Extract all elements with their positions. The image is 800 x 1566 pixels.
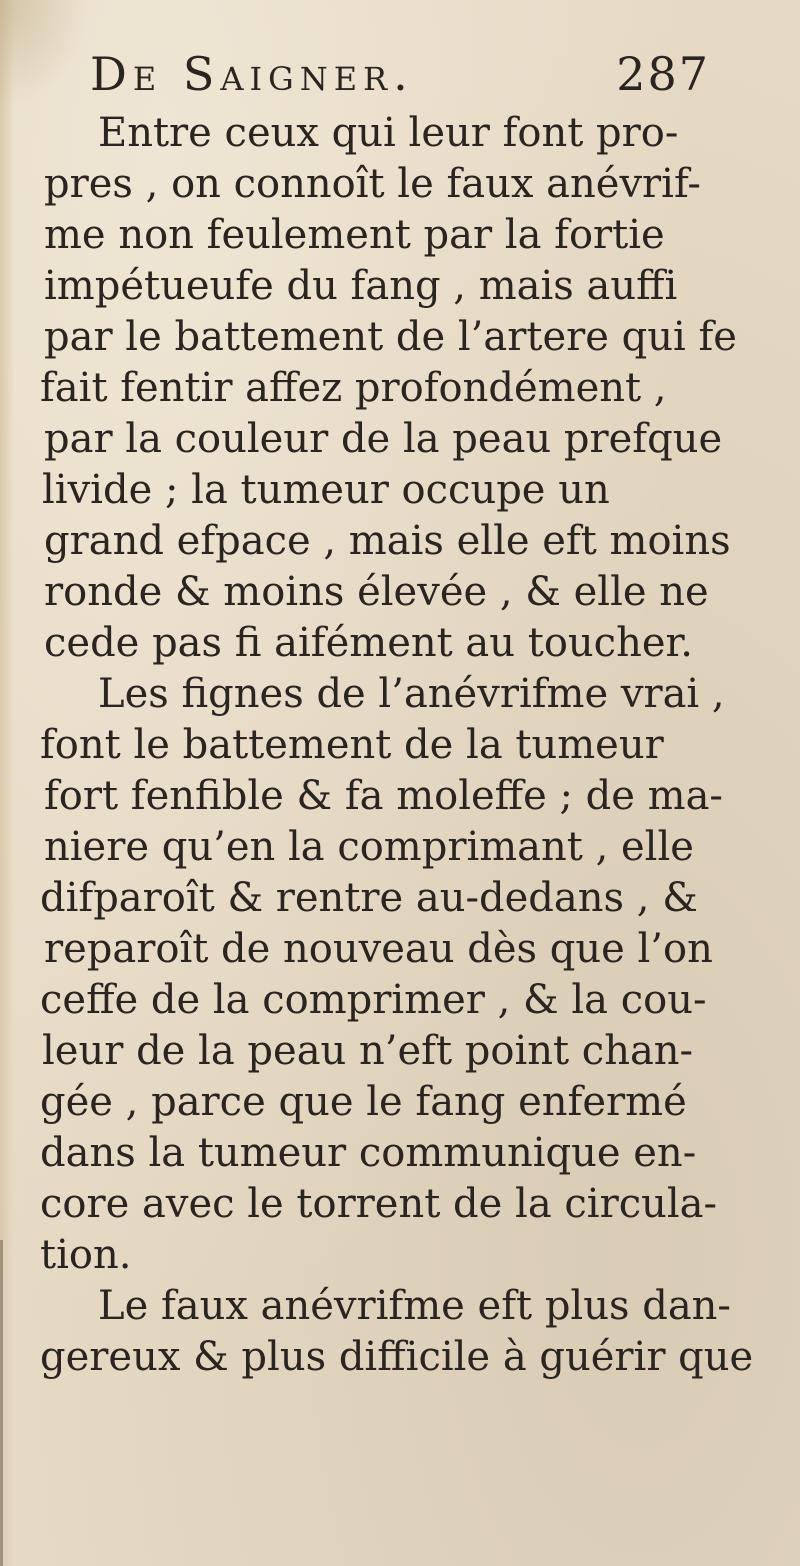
text-line: fait fentir affez profondément , bbox=[40, 365, 667, 411]
running-title: De Saigner. bbox=[90, 47, 414, 101]
text-line: grand efpace , mais elle eft moins bbox=[44, 518, 731, 564]
text-line: difparoît & rentre au-dedans , & bbox=[40, 875, 698, 921]
text-line: fort fenfible & fa moleffe ; de ma- bbox=[44, 773, 723, 819]
paper-stain bbox=[0, 0, 90, 110]
text-line: Entre ceux qui leur font pro- bbox=[98, 110, 679, 156]
text-line: tion. bbox=[40, 1232, 132, 1278]
text-line: font le battement de la tumeur bbox=[40, 722, 664, 768]
text-line: par la couleur de la peau prefque bbox=[44, 416, 723, 462]
text-line: me non feulement par la fortie bbox=[44, 212, 665, 258]
page-number: 287 bbox=[616, 47, 710, 101]
text-line: gereux & plus difficile à guérir que bbox=[40, 1334, 754, 1380]
text-line: Le faux anévrifme eft plus dan- bbox=[98, 1283, 731, 1329]
text-line: niere qu’en la comprimant , elle bbox=[44, 824, 694, 870]
text-line: dans la tumeur communique en- bbox=[40, 1130, 697, 1176]
text-line: Les fignes de l’anévrifme vrai , bbox=[98, 671, 725, 717]
text-line: ceffe de la comprimer , & la cou- bbox=[40, 977, 707, 1023]
text-line: reparoît de nouveau dès que l’on bbox=[44, 926, 713, 972]
text-line: ronde & moins élevée , & elle ne bbox=[44, 569, 709, 615]
text-line: impétueufe du fang , mais auffi bbox=[44, 263, 678, 309]
text-line: livide ; la tumeur occupe un bbox=[42, 467, 610, 513]
page-edge-line bbox=[0, 1240, 3, 1566]
text-line: pres , on connoît le faux anévrif- bbox=[44, 161, 701, 207]
text-line: gée , parce que le fang enfermé bbox=[40, 1079, 687, 1125]
page-header bbox=[90, 44, 710, 104]
text-line: core avec le torrent de la circula- bbox=[40, 1181, 718, 1227]
text-line: cede pas fi aifément au toucher. bbox=[44, 620, 693, 666]
text-line: par le battement de l’artere qui fe bbox=[44, 314, 737, 360]
text-line: leur de la peau n’eft point chan- bbox=[42, 1028, 694, 1074]
